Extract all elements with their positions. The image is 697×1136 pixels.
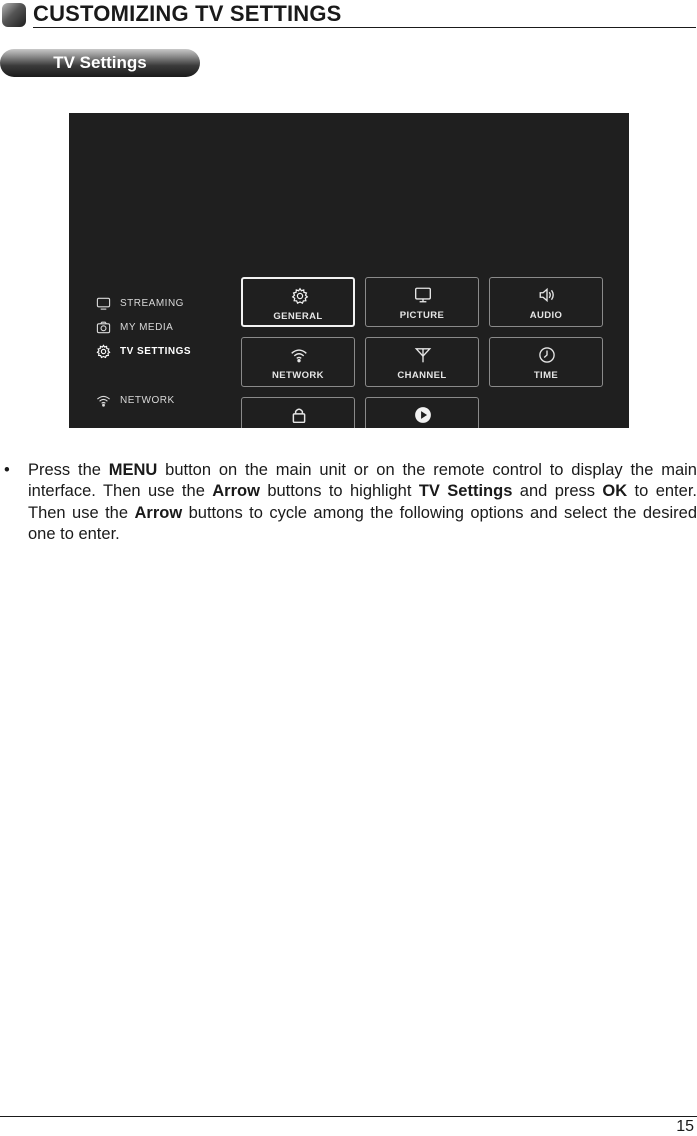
tile-time[interactable] — [489, 337, 603, 387]
tile-audio[interactable] — [489, 277, 603, 327]
tile-general[interactable] — [241, 277, 355, 327]
section-pill: TV Settings — [0, 49, 200, 77]
tile-channel[interactable] — [365, 337, 479, 387]
page-header — [0, 0, 697, 30]
gear-icon — [96, 344, 111, 359]
play-icon — [414, 406, 432, 424]
instruction-keyword: Arrow — [212, 482, 260, 501]
footer-rule — [0, 1116, 697, 1117]
clock-icon — [538, 346, 556, 364]
tile-network[interactable] — [241, 337, 355, 387]
header-rule — [33, 27, 696, 28]
menu-item-tv-settings[interactable] — [96, 343, 191, 359]
camera-icon — [96, 320, 111, 335]
menu-item-streaming[interactable] — [96, 295, 184, 311]
instruction-text: buttons to cycle among the following options and select the desired one to enter. — [28, 503, 697, 543]
tile-label: PICTURE — [399, 310, 445, 321]
tile-label: NETWORK — [272, 370, 324, 381]
tile-label: GENERAL — [273, 311, 323, 322]
lock-icon — [290, 406, 308, 424]
instruction-text: Press the — [28, 461, 109, 479]
menu-item-network[interactable] — [96, 392, 175, 408]
tv-screen — [69, 113, 629, 428]
wifi-icon — [96, 393, 111, 408]
page-title: CUSTOMIZING TV SETTINGS — [33, 1, 342, 26]
speaker-icon — [538, 286, 556, 304]
header-square-icon — [2, 3, 26, 27]
menu-item-label: STREAMING — [120, 297, 184, 309]
instruction-text: and press — [512, 482, 603, 501]
tile-label: TIME — [533, 370, 559, 381]
instruction-keyword: Arrow — [134, 503, 183, 522]
tile-picture[interactable] — [365, 277, 479, 327]
tv-icon — [96, 296, 111, 311]
instruction-keyword: MENU — [108, 461, 158, 479]
tile-lock[interactable] — [241, 397, 355, 428]
instruction-keyword: OK — [602, 482, 628, 501]
tile-play[interactable] — [365, 397, 479, 428]
menu-item-label: MY MEDIA — [120, 321, 174, 333]
tile-label: CHANNEL — [397, 370, 447, 381]
instruction-text: button on the main unit or on the remote control to display the main interface. Then use the — [28, 461, 697, 501]
tile-label: AUDIO — [529, 310, 563, 321]
instruction-text: buttons to highlight — [259, 482, 419, 501]
menu-item-my-media[interactable] — [96, 319, 173, 335]
monitor-icon — [414, 286, 432, 304]
menu-item-label: NETWORK — [120, 394, 175, 406]
gear-icon — [291, 287, 309, 305]
antenna-icon — [414, 346, 432, 364]
instruction-text: to enter. Then use the — [28, 482, 697, 522]
instruction-paragraph — [28, 460, 697, 545]
wifi-icon — [290, 346, 308, 364]
menu-item-label: TV SETTINGS — [120, 345, 192, 357]
bullet-mark: • — [4, 461, 10, 479]
page-number: 15 — [676, 1118, 694, 1135]
instruction-keyword: TV Settings — [418, 482, 513, 501]
